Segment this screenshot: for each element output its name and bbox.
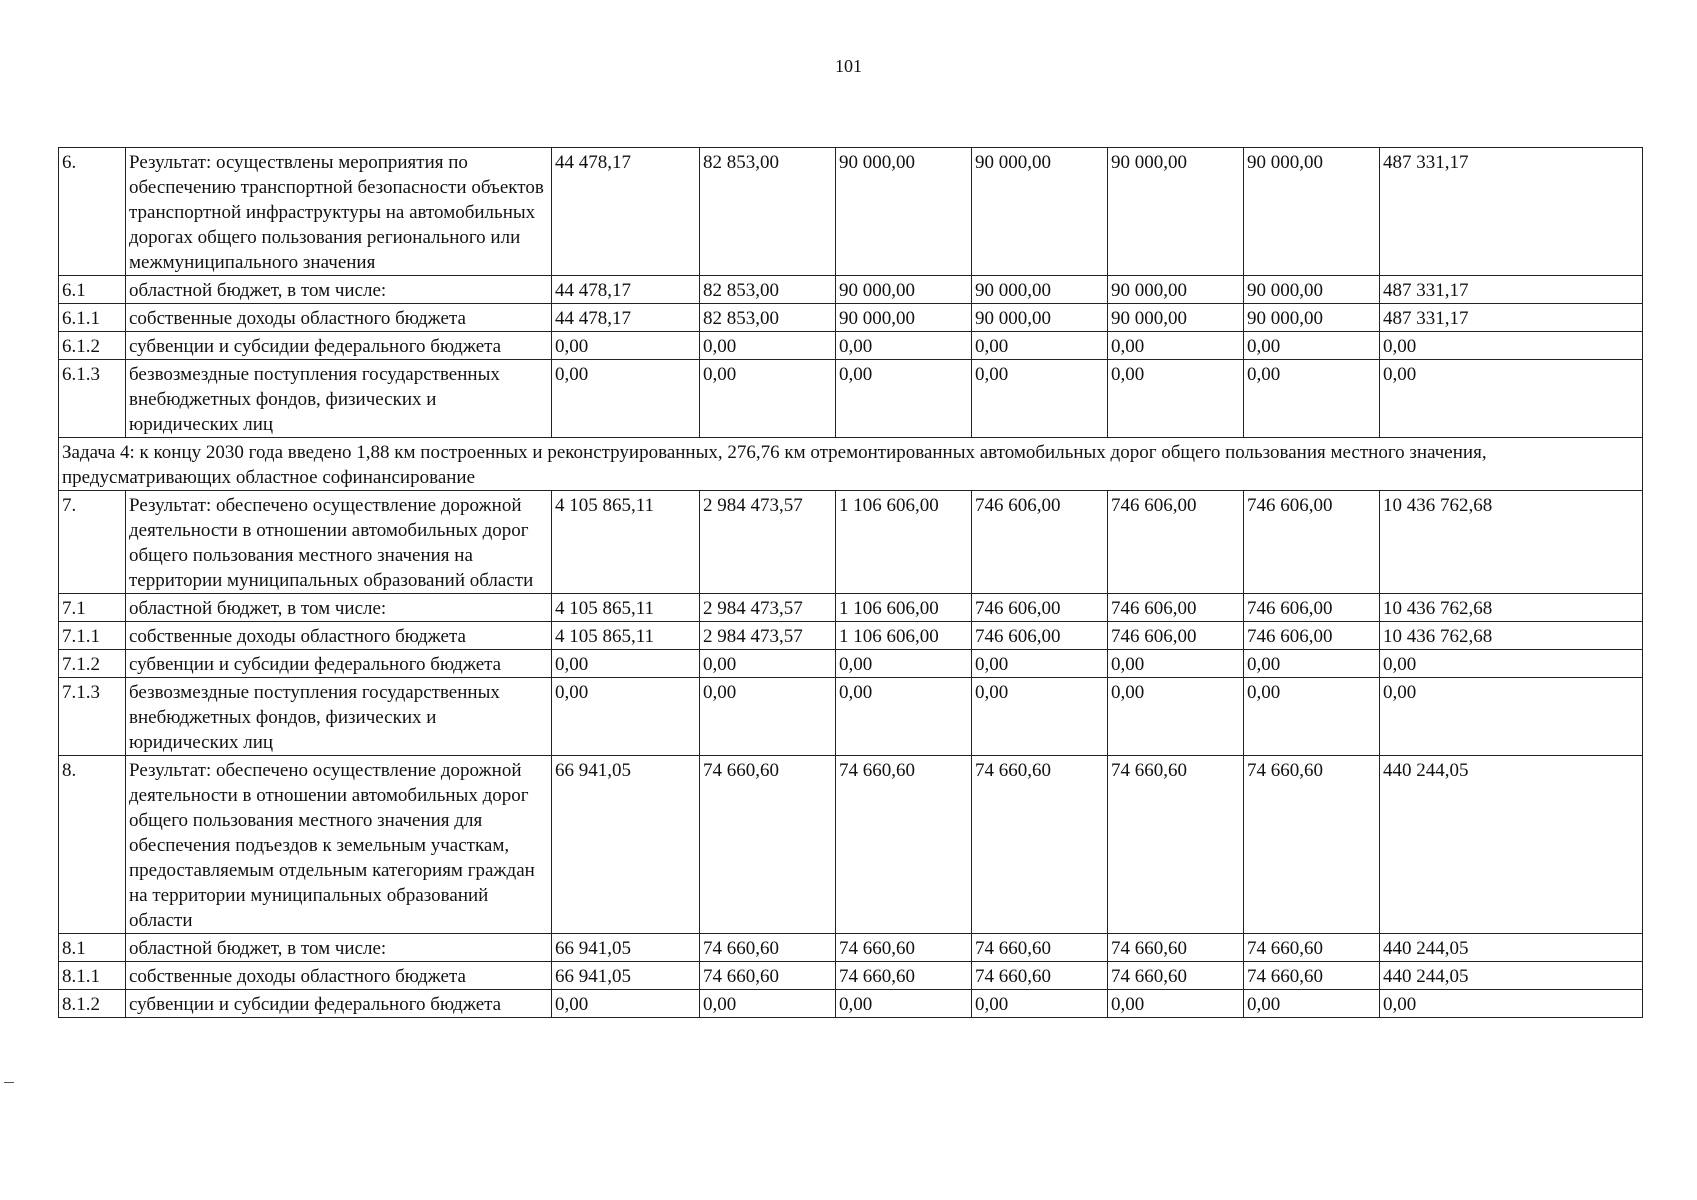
value-cell: 746 606,00 [1108, 594, 1244, 622]
value-cell: 74 660,60 [972, 934, 1108, 962]
row-number: 8.1.1 [59, 962, 126, 990]
total-cell: 487 331,17 [1380, 148, 1643, 276]
total-cell: 487 331,17 [1380, 276, 1643, 304]
value-cell: 90 000,00 [1108, 148, 1244, 276]
row-description: безвозмездные поступления государственных внебюджетных фондов, физических и юридических лиц [126, 360, 552, 438]
table-body [59, 148, 1643, 1018]
total-cell: 440 244,05 [1380, 962, 1643, 990]
value-cell: 0,00 [552, 650, 700, 678]
row-description: субвенции и субсидии федерального бюджета [126, 650, 552, 678]
row-description: областной бюджет, в том числе: [126, 276, 552, 304]
row-number: 6.1 [59, 276, 126, 304]
total-cell: 0,00 [1380, 678, 1643, 756]
value-cell: 82 853,00 [700, 276, 836, 304]
value-cell: 0,00 [972, 990, 1108, 1018]
value-cell: 90 000,00 [1244, 148, 1380, 276]
value-cell: 0,00 [836, 332, 972, 360]
value-cell: 82 853,00 [700, 148, 836, 276]
row-number: 8.1.2 [59, 990, 126, 1018]
value-cell: 0,00 [1244, 650, 1380, 678]
value-cell: 74 660,60 [1244, 934, 1380, 962]
value-cell: 0,00 [1108, 990, 1244, 1018]
table-row [59, 491, 1643, 594]
value-cell: 44 478,17 [552, 276, 700, 304]
table-row [59, 360, 1643, 438]
value-cell: 66 941,05 [552, 934, 700, 962]
row-number: 7.1.3 [59, 678, 126, 756]
value-cell: 0,00 [1244, 990, 1380, 1018]
value-cell: 746 606,00 [1244, 594, 1380, 622]
value-cell: 746 606,00 [972, 491, 1108, 594]
value-cell: 0,00 [972, 360, 1108, 438]
value-cell: 90 000,00 [972, 304, 1108, 332]
value-cell: 82 853,00 [700, 304, 836, 332]
value-cell: 0,00 [700, 678, 836, 756]
total-cell: 0,00 [1380, 360, 1643, 438]
value-cell: 0,00 [836, 990, 972, 1018]
value-cell: 0,00 [552, 332, 700, 360]
value-cell: 90 000,00 [1108, 304, 1244, 332]
value-cell: 90 000,00 [836, 276, 972, 304]
row-description: безвозмездные поступления государственных внебюджетных фондов, физических и юридических лиц [126, 678, 552, 756]
value-cell: 66 941,05 [552, 962, 700, 990]
value-cell: 44 478,17 [552, 148, 700, 276]
total-cell: 10 436 762,68 [1380, 491, 1643, 594]
value-cell: 0,00 [972, 650, 1108, 678]
total-cell: 0,00 [1380, 990, 1643, 1018]
value-cell: 74 660,60 [700, 962, 836, 990]
row-number: 7.1 [59, 594, 126, 622]
table-row [59, 756, 1643, 934]
row-description: собственные доходы областного бюджета [126, 304, 552, 332]
value-cell: 746 606,00 [1244, 622, 1380, 650]
budget-table [58, 147, 1643, 1018]
value-cell: 74 660,60 [1108, 934, 1244, 962]
value-cell: 4 105 865,11 [552, 491, 700, 594]
row-description: собственные доходы областного бюджета [126, 962, 552, 990]
value-cell: 2 984 473,57 [700, 491, 836, 594]
value-cell: 0,00 [1244, 360, 1380, 438]
value-cell: 2 984 473,57 [700, 594, 836, 622]
table-row [59, 622, 1643, 650]
task-row [59, 438, 1643, 491]
value-cell: 90 000,00 [1244, 304, 1380, 332]
row-description: субвенции и субсидии федерального бюджета [126, 332, 552, 360]
value-cell: 74 660,60 [1108, 962, 1244, 990]
table-row [59, 304, 1643, 332]
table-row [59, 276, 1643, 304]
value-cell: 74 660,60 [1108, 756, 1244, 934]
table-row [59, 148, 1643, 276]
value-cell: 0,00 [552, 990, 700, 1018]
value-cell: 74 660,60 [1244, 756, 1380, 934]
row-description: областной бюджет, в том числе: [126, 594, 552, 622]
value-cell: 74 660,60 [700, 934, 836, 962]
value-cell: 90 000,00 [1108, 276, 1244, 304]
table-row [59, 650, 1643, 678]
value-cell: 0,00 [836, 678, 972, 756]
row-number: 6.1.3 [59, 360, 126, 438]
total-cell: 0,00 [1380, 650, 1643, 678]
value-cell: 0,00 [1244, 678, 1380, 756]
value-cell: 0,00 [1108, 360, 1244, 438]
value-cell: 90 000,00 [1244, 276, 1380, 304]
value-cell: 90 000,00 [836, 148, 972, 276]
value-cell: 0,00 [1108, 332, 1244, 360]
table-row [59, 934, 1643, 962]
value-cell: 0,00 [972, 332, 1108, 360]
value-cell: 74 660,60 [972, 756, 1108, 934]
value-cell: 0,00 [1244, 332, 1380, 360]
value-cell: 2 984 473,57 [700, 622, 836, 650]
row-number: 7.1.2 [59, 650, 126, 678]
row-number: 6.1.2 [59, 332, 126, 360]
row-number: 8.1 [59, 934, 126, 962]
value-cell: 0,00 [700, 650, 836, 678]
value-cell: 0,00 [1108, 650, 1244, 678]
value-cell: 4 105 865,11 [552, 622, 700, 650]
value-cell: 746 606,00 [972, 622, 1108, 650]
row-number: 6. [59, 148, 126, 276]
total-cell: 10 436 762,68 [1380, 594, 1643, 622]
table-row [59, 962, 1643, 990]
value-cell: 746 606,00 [1244, 491, 1380, 594]
value-cell: 74 660,60 [700, 756, 836, 934]
value-cell: 0,00 [836, 650, 972, 678]
value-cell: 1 106 606,00 [836, 491, 972, 594]
table-row [59, 678, 1643, 756]
table-row [59, 990, 1643, 1018]
value-cell: 0,00 [836, 360, 972, 438]
row-description: субвенции и субсидии федерального бюджета [126, 990, 552, 1018]
row-number: 8. [59, 756, 126, 934]
total-cell: 0,00 [1380, 332, 1643, 360]
value-cell: 0,00 [1108, 678, 1244, 756]
value-cell: 90 000,00 [972, 276, 1108, 304]
value-cell: 1 106 606,00 [836, 622, 972, 650]
value-cell: 90 000,00 [836, 304, 972, 332]
total-cell: 440 244,05 [1380, 934, 1643, 962]
value-cell: 0,00 [700, 332, 836, 360]
value-cell: 74 660,60 [836, 962, 972, 990]
table-row [59, 594, 1643, 622]
row-number: 7. [59, 491, 126, 594]
value-cell: 90 000,00 [972, 148, 1108, 276]
page-number: 101 [835, 56, 862, 76]
value-cell: 0,00 [552, 678, 700, 756]
value-cell: 0,00 [700, 990, 836, 1018]
value-cell: 4 105 865,11 [552, 594, 700, 622]
total-cell: 440 244,05 [1380, 756, 1643, 934]
row-description: Результат: обеспечено осуществление дорожной деятельности в отношении автомобильных дорог общего пользования местного значения на территории муниципальных образований области [126, 491, 552, 594]
value-cell: 746 606,00 [1108, 622, 1244, 650]
value-cell: 1 106 606,00 [836, 594, 972, 622]
row-description: собственные доходы областного бюджета [126, 622, 552, 650]
value-cell: 0,00 [972, 678, 1108, 756]
value-cell: 0,00 [552, 360, 700, 438]
value-cell: 66 941,05 [552, 756, 700, 934]
value-cell: 0,00 [700, 360, 836, 438]
total-cell: 487 331,17 [1380, 304, 1643, 332]
row-number: 6.1.1 [59, 304, 126, 332]
task-description: Задача 4: к концу 2030 года введено 1,88 км построенных и реконструированных, 276,76 км отремонтированных автомобильных дорог общего пользования местного значения, предусматривающих областное софинансирование [59, 438, 1643, 491]
value-cell: 74 660,60 [836, 756, 972, 934]
table-row [59, 332, 1643, 360]
value-cell: 74 660,60 [972, 962, 1108, 990]
value-cell: 746 606,00 [1108, 491, 1244, 594]
total-cell: 10 436 762,68 [1380, 622, 1643, 650]
value-cell: 74 660,60 [1244, 962, 1380, 990]
value-cell: 44 478,17 [552, 304, 700, 332]
row-description: Результат: обеспечено осуществление дорожной деятельности в отношении автомобильных дорог общего пользования местного значения для обеспечения подъездов к земельным участкам, предоставляемым отдельным категориям граждан на территории муниципальных образований области [126, 756, 552, 934]
row-description: областной бюджет, в том числе: [126, 934, 552, 962]
value-cell: 746 606,00 [972, 594, 1108, 622]
row-description: Результат: осуществлены мероприятия по обеспечению транспортной безопасности объектов транспортной инфраструктуры на автомобильных дорогах общего пользования регионального или межмуниципального значения [126, 148, 552, 276]
row-number: 7.1.1 [59, 622, 126, 650]
value-cell: 74 660,60 [836, 934, 972, 962]
scan-mark [4, 1082, 14, 1083]
